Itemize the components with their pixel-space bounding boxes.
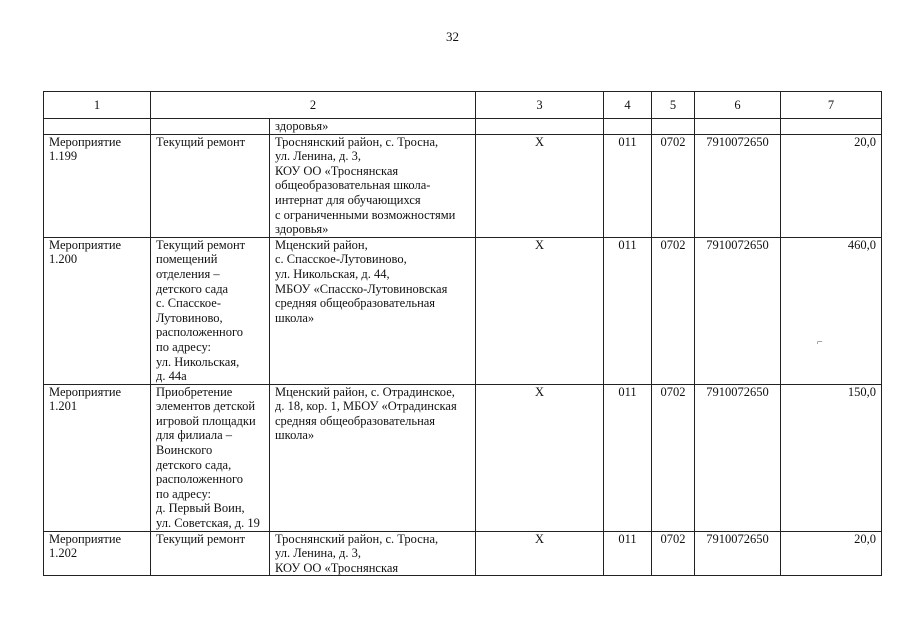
continuation-row: [44, 119, 882, 135]
header-row: [44, 92, 882, 119]
cell-empty: [151, 119, 270, 135]
amount: 20,0: [781, 531, 882, 576]
cell-empty: [604, 119, 652, 135]
table-row: [44, 531, 882, 576]
code-col-4: 011: [604, 384, 652, 531]
header-col-1: 1: [44, 92, 151, 119]
cell-empty: [781, 119, 882, 135]
budget-table: [43, 91, 882, 576]
cell-empty: [695, 119, 781, 135]
code-col-6: 7910072650: [695, 134, 781, 237]
code-col-5: 0702: [652, 237, 695, 384]
header-col-6: 6: [695, 92, 781, 119]
activity-id: Мероприятие 1.199: [44, 134, 151, 237]
code-col-6: 7910072650: [695, 531, 781, 576]
code-col-4: 011: [604, 531, 652, 576]
code-col-6: 7910072650: [695, 384, 781, 531]
header-col-4: 4: [604, 92, 652, 119]
activity-id: Мероприятие 1.201: [44, 384, 151, 531]
code-col-5: 0702: [652, 531, 695, 576]
header-col-5: 5: [652, 92, 695, 119]
activity-address: Троснянский район, с. Тросна, ул. Ленина, д. 3, КОУ ОО «Троснянская общеобразовательная школа- интернат для обучающихся с ограниченными возможностями здоровья»: [270, 134, 476, 237]
header-col-7: 7: [781, 92, 882, 119]
activity-id: Мероприятие 1.200: [44, 237, 151, 384]
header-col-3: 3: [476, 92, 604, 119]
activity-mark: Х: [476, 384, 604, 531]
header-col-2: 2: [151, 92, 476, 119]
page-number: 32: [446, 29, 459, 44]
activity-name: Текущий ремонт: [151, 531, 270, 576]
activity-address: Троснянский район, с. Тросна, ул. Ленина, д. 3, КОУ ОО «Троснянская: [270, 531, 476, 576]
activity-address: Мценский район, с. Отрадинское, д. 18, кор. 1, МБОУ «Отрадинская средняя общеобразовательная школа»: [270, 384, 476, 531]
amount: 460,0: [781, 237, 882, 384]
code-col-4: 011: [604, 237, 652, 384]
code-col-5: 0702: [652, 134, 695, 237]
cell-empty: [652, 119, 695, 135]
activity-address: Мценский район, с. Спасское-Лутовиново, ул. Никольская, д. 44, МБОУ «Спасско-Лутовиновская средняя общеобразовательная школа»: [270, 237, 476, 384]
activity-mark: Х: [476, 531, 604, 576]
code-col-6: 7910072650: [695, 237, 781, 384]
activity-name: Текущий ремонт помещений отделения – детского сада с. Спасское- Лутовиново, расположенного по адресу: ул. Никольская, д. 44а: [151, 237, 270, 384]
activity-mark: Х: [476, 134, 604, 237]
amount: 20,0: [781, 134, 882, 237]
continuation-text: здоровья»: [270, 119, 476, 135]
table-row: [44, 134, 882, 237]
cell-empty: [476, 119, 604, 135]
table-row: [44, 237, 882, 384]
activity-id: Мероприятие 1.202: [44, 531, 151, 576]
activity-name: Приобретение элементов детской игровой площадки для филиала – Воинского детского сада, расположенного по адресу: д. Первый Воин, ул. Советская, д. 19: [151, 384, 270, 531]
amount: 150,0: [781, 384, 882, 531]
cell-empty: [44, 119, 151, 135]
activity-name: Текущий ремонт: [151, 134, 270, 237]
activity-mark: Х: [476, 237, 604, 384]
code-col-4: 011: [604, 134, 652, 237]
table-row: [44, 384, 882, 531]
code-col-5: 0702: [652, 384, 695, 531]
scan-artifact: ⌐: [817, 337, 823, 348]
